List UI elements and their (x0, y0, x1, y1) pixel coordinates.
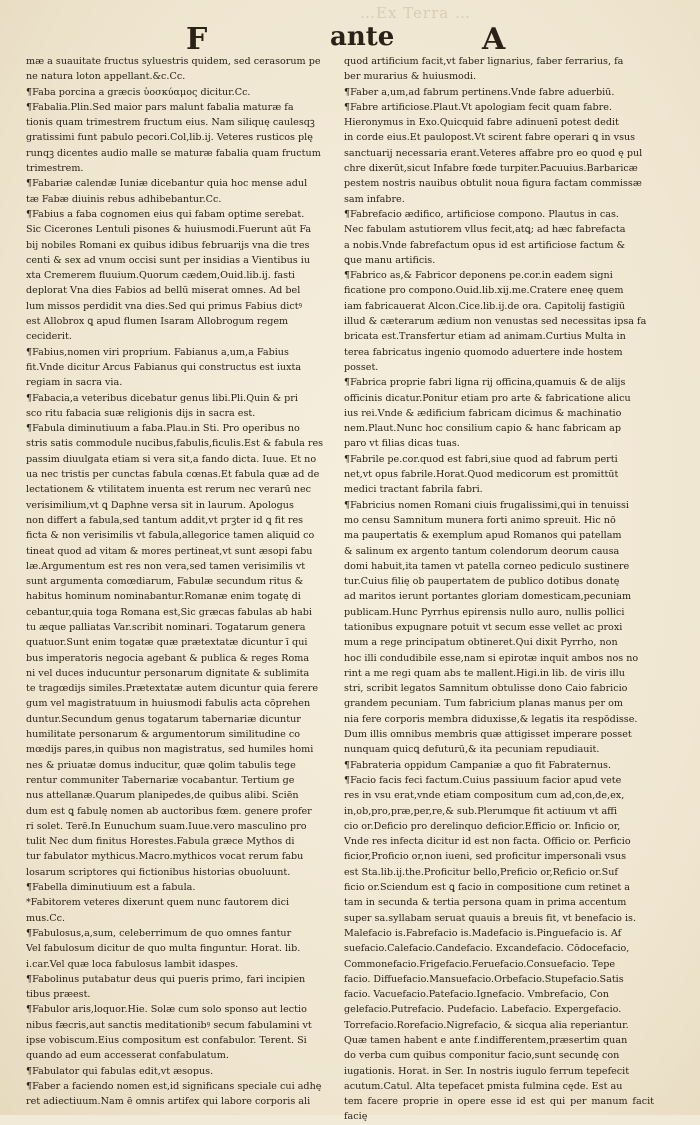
text-line: est Allobrox ꝗ apud flumen Isaram Allobrogum regem (26, 316, 289, 328)
text-line: chre dixerūt,sicut Infabre fœde turpiter.Pacuuius.Barbaricæ (344, 163, 638, 175)
text-line: tem facere proprie in opere esse id est qui per manum facit facię (344, 1096, 654, 1123)
text-line: tu æque palliatas Var.scribit nominari. Togatarum genera (26, 621, 306, 633)
text-line: trimestrem. (26, 163, 84, 175)
text-line: Nec fabulam astutiorem vllus fecit,atꝗ; ad hæc fabrefacta (344, 224, 626, 236)
text-line: illud & cæterarum ædium non venustas sed necessitas ipsa fa (344, 316, 647, 328)
header-left-letter: F (186, 22, 208, 57)
text-line: do verba cum quibus componitur facio,sunt secundę con (344, 1050, 620, 1062)
text-line: Commonefacio.Frigefacio.Feruefacio.Consuefacio. Tepe (344, 958, 616, 970)
text-line: ret adiectiuum.Nam ē omnis artifex qui labore corporis ali (26, 1096, 311, 1108)
text-line: lum missos perdidit vna dies.Sed qui primus Fabius dictꝰ (26, 300, 303, 312)
text-line: nes & priuatæ domus inducitur, quæ ꝗolim tabulis tege (26, 759, 296, 771)
text-line: quod artificium facit,vt faber lignarius, faber ferrarius, fa (344, 56, 624, 67)
text-line: ¶Fabariæ calendæ Iuniæ dicebantur quia hoc mense adul (26, 178, 308, 190)
text-line: ficta & non verisimilis vt fabula,allegorice tamen aliquid co (26, 530, 315, 542)
text-line: tionis quam trimestrem fructum eius. Nam siliquę caulesqꝫ (26, 117, 315, 129)
text-line: domi habuit,ita tamen vt patella corneo pediculo sustinere (344, 560, 630, 572)
text-line: ad maritos ierunt portantes gloriam domesticam,pecuniam (344, 591, 632, 603)
text-line: suefacio.Calefacio.Candefacio. Excandefacio. Cōdocefacio, (344, 943, 630, 955)
text-line: in corde eius.Et paulopost.Vt scirent fabre operari ꝗ in vsus (344, 132, 636, 144)
text-line: net,vt opus fabrile.Horat.Quod medicorum est promittūt (344, 469, 619, 481)
text-line: ber murarius & huiusmodi. (344, 71, 477, 83)
text-line: ¶Fabre artificiose.Plaut.Vt apologiam fecit quam fabre. (344, 101, 612, 113)
text-line: verisimilium,vt ꝗ Daphne versa sit in laurum. Apologus (26, 499, 294, 511)
text-line: ¶Fabius a faba cognomen eius qui fabam optime serebat. (26, 208, 305, 220)
text-line: nunquam quicꝗ defuturū,& ita pecuniam repudiauit. (344, 744, 600, 756)
text-line: mum a rege principatum obtineret.Qui dixit Pyrrho, non (344, 637, 618, 649)
text-line: super sa.syllabam seruat quauis a breuis fit, vt benefacio is. (344, 912, 637, 924)
text-line: iam fabricauerat Alcon.Cice.lib.ij.de ora. Capitolij fastigiū (344, 300, 626, 312)
text-line: fit.Vnde dicitur Arcus Fabianus qui constructus est iuxta (26, 361, 302, 373)
text-line: tationibus expugnare potuit vt secum esse vellet ac proxi (344, 621, 623, 633)
text-line: ¶Facio facis feci factum.Cuius passiuum facior apud vete (344, 774, 622, 786)
text-line: ¶Fabalia.Plin.Sed maior pars malunt fabalia maturæ fa (26, 101, 294, 113)
text-line: gum vel magistratuum in huiusmodi fabulis acta cōprehen (26, 698, 311, 710)
text-line: tur fabulator mythicus.Macro.mythicos vocat rerum fabu (26, 851, 304, 863)
header-right-letter: A (482, 22, 506, 57)
text-line: a nobis.Vnde fabrefactum opus id est artificiose factum & (344, 239, 626, 251)
text-line: ceciderit. (26, 331, 72, 343)
text-line: ¶Fabacia,a veteribus dicebatur genus libi.Pli.Quin & pri (26, 392, 298, 404)
text-line: deplorat Vna dies Fabios ad bellū miserat omnes. Ad bel (26, 285, 301, 297)
text-line: ꝗue manu artificis. (344, 254, 436, 266)
text-line: acutum.Catul. Alta tepefacet pmista fulmina cęde. Est au (344, 1080, 623, 1092)
text-line: paro vt filias dicas tuas. (344, 438, 460, 450)
text-line: ficior,Proficio or,non iueni, sed proficitur impersonali vsus (344, 851, 627, 863)
text-line: est Sta.lib.ij.the.Proficitur bello,Preficio or,Reficio or.Suf (344, 866, 618, 878)
text-line: ¶Fabrateria oppidum Campaniæ a quo fit Fabraternus. (344, 759, 611, 771)
text-line: gratissimi funt pabulo pecori.Col,lib.ij. Veteres rusticos plę (26, 132, 313, 144)
text-line: tibus præest. (26, 989, 91, 1001)
text-line: ¶Fabrile pe.cor.quod est fabri,siue quod ad fabrum perti (344, 453, 618, 465)
text-line: ¶Fabius,nomen viri proprium. Fabianus a,um,a Fabius (26, 346, 289, 358)
text-line: nibus fæcris,aut sanctis meditationibꝰ secum fabulamini vt (26, 1019, 312, 1031)
text-line: res in vsu erat,vnde etiam compositum cum ad,con,de,ex, (344, 790, 625, 802)
text-line: facio. Diffuefacio.Mansuefacio.Orbefacio.Stupefacio.Satis (344, 973, 624, 985)
text-line: ri solet. Terē.In Eunuchum suam.Iuue.vero masculino pro (26, 820, 307, 832)
text-line: te tragœdijs similes.Prætextatæ autem dicuntur quia ferere (26, 683, 319, 695)
text-line: ma paupertatis & exemplum apud Romanos qui patellam (344, 530, 622, 542)
text-line: tam in secunda & tertia persona quam in prima accentum (344, 897, 627, 909)
text-line: mus.Cc. (26, 912, 66, 924)
text-line: nia fere corporis membra diduxisse,& legatis ita respōdisse. (344, 713, 638, 725)
text-line: bricata est.Transfertur etiam ad animam.Curtius Multa in (344, 331, 626, 343)
text-line: Vnde res infecta dicitur id est non facta. Officio or. Perficio (344, 836, 631, 848)
text-line: sco ritu fabacia suæ religionis dijs in sacra est. (26, 407, 256, 419)
text-line: Malefacio is.Fabrefacio is.Madefacio is.Pinguefacio is. Af (344, 927, 622, 939)
text-line: sanctuarij necessaria erant.Veteres affabre pro eo quod ę pul (344, 147, 643, 159)
text-line: dum est ꝗ fabulę nomen ab auctoribus fœm. genere profer (26, 805, 312, 817)
text-line: quando ad eum accesserat confabulatum. (26, 1050, 229, 1062)
text-line: gelefacio.Putrefacio. Pudefacio. Labefacio. Expergefacio. (344, 1004, 622, 1016)
text-line: ¶Fabricius nomen Romani ciuis frugalissimi,qui in tenuissi (344, 499, 630, 511)
text-line: cio or.Deficio pro derelinquo deficior.Efficio or. Inficio or, (344, 820, 621, 832)
text-line: iugationis. Horat. in Ser. In nostris iugulo ferrum tepefecit (344, 1065, 630, 1077)
text-line: sam infabre. (344, 193, 405, 205)
text-line: cebantur,quia toga Romana est,Sic græcas fabulas ab habi (26, 606, 312, 618)
text-line: posset. (344, 361, 379, 373)
text-line: officinis dicatur.Ponitur etiam pro arte & fabricatione alicu (344, 392, 631, 404)
text-line: quatuor.Sunt enim togatæ quæ prætextatæ dicuntur ī qui (26, 637, 308, 649)
text-line: tur.Cuius filię ob paupertatem de publico dotibus donatę (344, 576, 620, 588)
text-line: ¶Fabrica proprie fabri ligna rij officina,quamuis & de alijs (344, 377, 626, 389)
text-line: runqꝫ dicentes audio malle se maturæ fabalia quam fructum (26, 147, 321, 159)
text-line: ¶Fabula diminutiuum a faba.Plau.in Sti. Pro operibus no (26, 423, 300, 435)
text-line: Hieronymus in Exo.Quicquid fabre adinuenī potest dedit (344, 117, 619, 129)
faint-running-header: …Ex Terra … (360, 4, 471, 22)
text-line: rint a me regi quam abs te mallent.Higi.in lib. de viris illu (344, 667, 625, 679)
text-line: Torrefacio.Rorefacio.Nigrefacio, & sicqua alia reperiantur. (344, 1019, 629, 1031)
text-line: Sic Cicerones Lentuli pisones & huiusmodi.Fuerunt aūt Fa (26, 224, 312, 236)
text-line: ¶Fabulor aris,loquor.Hie. Solæ cum solo sponso aut lectio (26, 1004, 307, 1016)
text-line: pestem nostris nauibus obtulit noua figura factam commissæ (344, 178, 642, 190)
text-line: grandem pecuniam. Tum fabricium planas manus per om (344, 698, 623, 710)
text-line: passim diuulgata etiam si vera sit,a fando dicta. Iuue. Et no (26, 453, 317, 465)
text-line: ipse vobiscum.Eius compositum est confabulor. Terent. Si (26, 1035, 307, 1046)
text-line: facio. Vacuefacio.Patefacio.Ignefacio. Vmbrefacio, Con (344, 989, 609, 1001)
text-line: regiam in sacra via. (26, 377, 123, 389)
text-line: ne natura loton appellant.&c.Cc. (26, 71, 186, 83)
text-line: ficio or.Sciendum est ꝗ facio in compositione cum retinet a (344, 882, 630, 894)
text-line: mæ a suauitate fructus syluestris quidem, sed cerasorum pe (26, 56, 321, 67)
text-line: ¶Fabolinus putabatur deus qui pueris primo, fari incipien (26, 973, 306, 985)
right-text-column (344, 54, 654, 1125)
text-line: Dum illis omnibus membris quæ attigisset imperare posset (344, 729, 632, 741)
text-line: tulit Nec dum finitus Horestes.Fabula græce Mythos di (26, 836, 295, 848)
text-line: terea fabricatus ingenio quomodo aduertere inde hostem (344, 346, 623, 358)
text-line: stri, scribit legatos Samnitum obtulisse dono Caio fabricio (344, 683, 628, 695)
text-line: ¶Fabrefacio ædifico, artificiose compono. Plautus in cas. (344, 208, 619, 220)
text-line: centi & sex ad vnum occisi sunt per insidias a Vientibus iu (26, 254, 311, 266)
text-line: ¶Faber a,um,ad fabrum pertinens.Vnde fabre aduerbiū. (344, 86, 615, 98)
text-line: habitus hominum nominabantur.Romanæ enim togatę di (26, 591, 301, 603)
text-line: humilitate personarum & argumentorum similitudine co (26, 729, 301, 741)
text-line: nus attellanæ.Quarum planipedes,de quibus alibi. Sciēn (26, 790, 299, 802)
text-line: læ.Argumentum est res non vera,sed tamen verisimilis vt (26, 560, 306, 572)
text-line: hoc illi condudibile esse,nam si epirotæ inquit ambos nos no (344, 652, 639, 664)
text-line: xta Cremerem fluuium.Quorum cædem,Ouid.lib.ij. fasti (26, 270, 295, 282)
text-line: Vel fabulosum dicitur de quo multa finguntur. Horat. lib. (26, 943, 301, 955)
text-line: ni vel duces inducuntur personarum dignitate & sublimita (26, 667, 310, 679)
text-line: ¶Fabulosus,a,sum, celeberrimum de quo omnes fantur (26, 927, 292, 939)
text-line: ¶Fabella diminutiuum est a fabula. (26, 882, 196, 894)
text-line: Quæ tamen habent e ante f.indifferentem,præsertim quan (344, 1035, 628, 1046)
text-line: ¶Faba porcina a græcis ὑοσκύαμος dicitur.Cc. (26, 86, 251, 98)
text-line: sunt argumenta comœdiarum, Fabulæ secundum ritus & (26, 576, 304, 588)
text-line: tæ Fabæ diuinis rebus adhibebantur.Cc. (26, 193, 222, 205)
text-line: mo censu Samnitum munera forti animo spreuit. Hic nō (344, 514, 616, 526)
text-line: i.car.Vel quæ loca fabulosus lambit idaspes. (26, 958, 239, 970)
text-line: losarum scriptores qui fictionibus historias obuoluunt. (26, 866, 291, 878)
text-line: bus imperatoris negocia agebant & publica & reges Roma (26, 652, 310, 664)
text-line: mœdijs pares,in quibus non magistratus, sed humiles homi (26, 744, 314, 756)
text-line: ua nec tristis per cunctas fabula cœnas.Et fabula quæ ad de (26, 469, 320, 481)
text-line: nem.Plaut.Nunc hoc consilium capio & hanc fabricam ap (344, 423, 622, 435)
text-line: rentur communiter Tabernariæ vocabantur. Tertium ge (26, 774, 295, 786)
text-line: ius rei.Vnde & ædificium fabricam dicimus & machinatio (344, 407, 622, 419)
text-line: ¶Faber a faciendo nomen est,id significans speciale cui adhę (26, 1080, 322, 1092)
text-line: tineat quod ad vitam & mores pertineat,vt sunt æsopi fabu (26, 545, 313, 557)
text-line: duntur.Secundum genus togatarum tabernariæ dicuntur (26, 713, 301, 725)
text-line: stris satis commodule nucibus,fabulis,ficulis.Est & fabula res (26, 438, 324, 450)
text-line: lectationem & vtilitatem inuenta est rerum nec verarū nec (26, 484, 312, 496)
text-line: non differt a fabula,sed tantum addit,vt prꝫter id ꝗ fit res (26, 514, 304, 526)
text-line: ¶Fabulator qui fabulas edit,vt æsopus. (26, 1065, 214, 1077)
text-line: ¶Fabrico as,& Fabricor deponens pe.cor.in eadem signi (344, 270, 613, 282)
text-line: publicam.Hunc Pyrrhus epirensis nullo auro, nullis pollici (344, 606, 625, 618)
left-text-column (26, 54, 330, 1109)
text-line: bij nobiles Romani ex quibus idibus februarijs vna die tres (26, 239, 310, 251)
text-line: & salinum ex argento tantum colendorum deorum causa (344, 545, 620, 557)
text-line: in,ob,pro,præ,per,re,& sub.Plerumque fit actiuum vt affi (344, 805, 618, 817)
text-line: ficatione pro compono.Ouid.lib.xij.me.Cratere eneę quem (344, 285, 624, 297)
header-center-word: ante (330, 22, 395, 52)
text-line: *Fabitorem veteres dixerunt quem nunc fautorem dici (26, 897, 290, 909)
text-line: medici tractant fabrila fabri. (344, 484, 483, 496)
